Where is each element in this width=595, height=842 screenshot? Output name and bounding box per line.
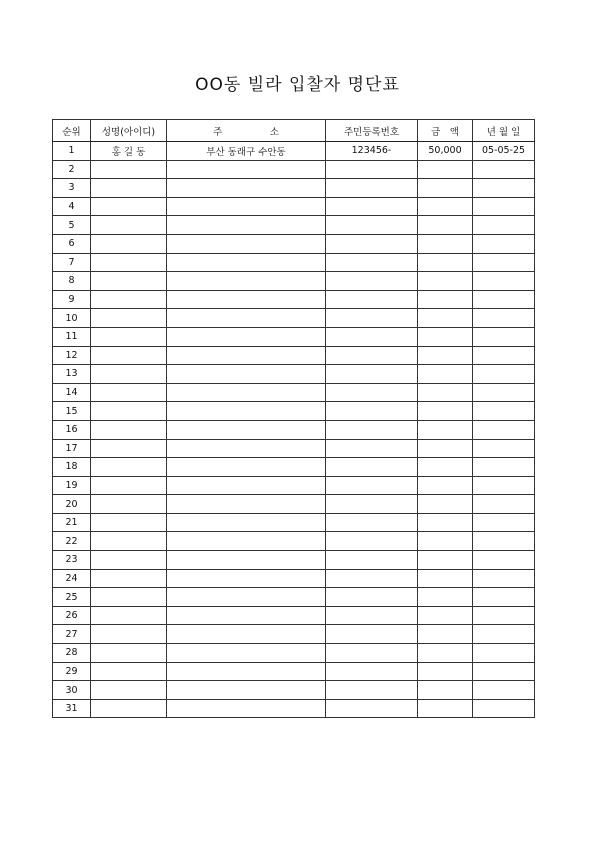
rank-cell: 1: [53, 142, 91, 161]
page-title: OO동 빌라 입찰자 명단표: [195, 75, 400, 95]
address-cell: [167, 681, 326, 700]
address-cell: [167, 458, 326, 477]
address-cell: [167, 662, 326, 681]
amount-cell: [418, 272, 473, 291]
rank-cell: 20: [53, 495, 91, 514]
address-cell: [167, 160, 326, 179]
name-cell: [91, 309, 167, 328]
date-cell: [473, 179, 535, 198]
date-cell: [473, 402, 535, 421]
id-number-cell: 123456-: [326, 142, 418, 161]
amount-cell: [418, 606, 473, 625]
date-cell: [473, 644, 535, 663]
date-cell: [473, 365, 535, 384]
date-cell: [473, 551, 535, 570]
rank-cell: 10: [53, 309, 91, 328]
date-cell: [473, 383, 535, 402]
id-number-cell: [326, 606, 418, 625]
table-row: [53, 290, 535, 309]
table-row: [53, 253, 535, 272]
rank-cell: 8: [53, 272, 91, 291]
name-cell: [91, 606, 167, 625]
table-row: [53, 383, 535, 402]
amount-cell: [418, 495, 473, 514]
address-cell: [167, 439, 326, 458]
rank-cell: 4: [53, 197, 91, 216]
rank-cell: 11: [53, 327, 91, 346]
table-row: [53, 160, 535, 179]
id-number-cell: [326, 569, 418, 588]
rank-cell: 9: [53, 290, 91, 309]
id-number-cell: [326, 495, 418, 514]
name-cell: [91, 662, 167, 681]
name-cell: [91, 234, 167, 253]
rank-cell: 2: [53, 160, 91, 179]
name-cell: 홍 길 동: [91, 142, 167, 161]
amount-cell: [418, 699, 473, 718]
address-cell: [167, 569, 326, 588]
table-row: [53, 681, 535, 700]
address-cell: [167, 383, 326, 402]
name-cell: [91, 458, 167, 477]
rank-cell: 17: [53, 439, 91, 458]
rank-cell: 18: [53, 458, 91, 477]
rank-cell: 15: [53, 402, 91, 421]
address-cell: [167, 179, 326, 198]
header-id-number: 주민등록번호: [326, 120, 418, 142]
rank-cell: 28: [53, 644, 91, 663]
date-cell: [473, 569, 535, 588]
rank-cell: 23: [53, 551, 91, 570]
id-number-cell: [326, 383, 418, 402]
amount-cell: [418, 513, 473, 532]
id-number-cell: [326, 253, 418, 272]
date-cell: [473, 327, 535, 346]
amount-cell: [418, 588, 473, 607]
date-cell: [473, 588, 535, 607]
address-cell: [167, 272, 326, 291]
table-row: [53, 458, 535, 477]
table-row: [53, 513, 535, 532]
amount-cell: [418, 458, 473, 477]
id-number-cell: [326, 272, 418, 291]
table-row: [53, 234, 535, 253]
id-number-cell: [326, 216, 418, 235]
table-row: [53, 346, 535, 365]
date-cell: [473, 681, 535, 700]
table-body: [53, 142, 535, 718]
name-cell: [91, 402, 167, 421]
date-cell: [473, 272, 535, 291]
name-cell: [91, 495, 167, 514]
date-cell: [473, 699, 535, 718]
date-cell: [473, 439, 535, 458]
date-cell: 05-05-25: [473, 142, 535, 161]
rank-cell: 27: [53, 625, 91, 644]
amount-cell: [418, 402, 473, 421]
name-cell: [91, 699, 167, 718]
name-cell: [91, 216, 167, 235]
id-number-cell: [326, 179, 418, 198]
name-cell: [91, 365, 167, 384]
name-cell: [91, 681, 167, 700]
address-cell: [167, 290, 326, 309]
id-number-cell: [326, 160, 418, 179]
rank-cell: 5: [53, 216, 91, 235]
date-cell: [473, 458, 535, 477]
table-row: [53, 327, 535, 346]
address-cell: [167, 253, 326, 272]
address-cell: [167, 644, 326, 663]
date-cell: [473, 290, 535, 309]
address-cell: [167, 699, 326, 718]
amount-cell: [418, 439, 473, 458]
table-row: [53, 662, 535, 681]
header-amount: 금 액: [418, 120, 473, 142]
table-row: [53, 699, 535, 718]
rank-cell: 26: [53, 606, 91, 625]
id-number-cell: [326, 234, 418, 253]
table-row: [53, 644, 535, 663]
amount-cell: [418, 551, 473, 570]
address-cell: [167, 476, 326, 495]
header-row: [53, 120, 535, 142]
amount-cell: [418, 197, 473, 216]
id-number-cell: [326, 699, 418, 718]
address-cell: [167, 532, 326, 551]
table-row: [53, 588, 535, 607]
name-cell: [91, 383, 167, 402]
table-row: [53, 625, 535, 644]
address-cell: [167, 551, 326, 570]
address-cell: [167, 625, 326, 644]
rank-cell: 3: [53, 179, 91, 198]
date-cell: [473, 216, 535, 235]
rank-cell: 30: [53, 681, 91, 700]
id-number-cell: [326, 402, 418, 421]
address-cell: [167, 420, 326, 439]
rank-cell: 13: [53, 365, 91, 384]
address-cell: [167, 309, 326, 328]
name-cell: [91, 327, 167, 346]
address-cell: [167, 513, 326, 532]
table-row: [53, 179, 535, 198]
id-number-cell: [326, 476, 418, 495]
address-cell: [167, 197, 326, 216]
id-number-cell: [326, 365, 418, 384]
name-cell: [91, 588, 167, 607]
id-number-cell: [326, 681, 418, 700]
header-rank: 순위: [53, 120, 91, 142]
name-cell: [91, 625, 167, 644]
name-cell: [91, 420, 167, 439]
date-cell: [473, 253, 535, 272]
table-row: [53, 439, 535, 458]
amount-cell: [418, 532, 473, 551]
name-cell: [91, 569, 167, 588]
name-cell: [91, 551, 167, 570]
name-cell: [91, 644, 167, 663]
id-number-cell: [326, 458, 418, 477]
table-row: [53, 569, 535, 588]
name-cell: [91, 290, 167, 309]
amount-cell: [418, 569, 473, 588]
amount-cell: [418, 160, 473, 179]
amount-cell: [418, 625, 473, 644]
bidder-table: [52, 119, 535, 718]
id-number-cell: [326, 290, 418, 309]
header-date: 년 월 일: [473, 120, 535, 142]
rank-cell: 24: [53, 569, 91, 588]
id-number-cell: [326, 346, 418, 365]
date-cell: [473, 346, 535, 365]
amount-cell: [418, 383, 473, 402]
address-cell: [167, 234, 326, 253]
table-row: [53, 495, 535, 514]
name-cell: [91, 346, 167, 365]
id-number-cell: [326, 588, 418, 607]
table-row: [53, 365, 535, 384]
date-cell: [473, 662, 535, 681]
name-cell: [91, 476, 167, 495]
id-number-cell: [326, 532, 418, 551]
header-address: 주 소: [167, 120, 326, 142]
rank-cell: 22: [53, 532, 91, 551]
name-cell: [91, 532, 167, 551]
name-cell: [91, 179, 167, 198]
amount-cell: [418, 476, 473, 495]
table-row: [53, 551, 535, 570]
rank-cell: 25: [53, 588, 91, 607]
address-cell: [167, 606, 326, 625]
amount-cell: [418, 681, 473, 700]
id-number-cell: [326, 551, 418, 570]
table-row: [53, 197, 535, 216]
date-cell: [473, 625, 535, 644]
amount-cell: [418, 290, 473, 309]
rank-cell: 21: [53, 513, 91, 532]
id-number-cell: [326, 513, 418, 532]
id-number-cell: [326, 644, 418, 663]
date-cell: [473, 420, 535, 439]
rank-cell: 31: [53, 699, 91, 718]
name-cell: [91, 513, 167, 532]
name-cell: [91, 439, 167, 458]
date-cell: [473, 532, 535, 551]
amount-cell: [418, 365, 473, 384]
id-number-cell: [326, 625, 418, 644]
amount-cell: [418, 420, 473, 439]
header-name: 성명(아이디): [91, 120, 167, 142]
amount-cell: 50,000: [418, 142, 473, 161]
id-number-cell: [326, 662, 418, 681]
address-cell: 부산 동래구 수안동: [167, 142, 326, 161]
table-row: [53, 532, 535, 551]
amount-cell: [418, 644, 473, 663]
table-row: [53, 309, 535, 328]
address-cell: [167, 495, 326, 514]
date-cell: [473, 234, 535, 253]
rank-cell: 14: [53, 383, 91, 402]
address-cell: [167, 588, 326, 607]
date-cell: [473, 309, 535, 328]
amount-cell: [418, 662, 473, 681]
rank-cell: 16: [53, 420, 91, 439]
date-cell: [473, 160, 535, 179]
id-number-cell: [326, 327, 418, 346]
name-cell: [91, 253, 167, 272]
date-cell: [473, 513, 535, 532]
table-row: [53, 402, 535, 421]
address-cell: [167, 365, 326, 384]
id-number-cell: [326, 197, 418, 216]
table-row: [53, 142, 535, 161]
table-row: [53, 420, 535, 439]
rank-cell: 6: [53, 234, 91, 253]
amount-cell: [418, 346, 473, 365]
date-cell: [473, 606, 535, 625]
id-number-cell: [326, 420, 418, 439]
amount-cell: [418, 179, 473, 198]
address-cell: [167, 346, 326, 365]
amount-cell: [418, 216, 473, 235]
date-cell: [473, 197, 535, 216]
rank-cell: 12: [53, 346, 91, 365]
name-cell: [91, 160, 167, 179]
address-cell: [167, 216, 326, 235]
amount-cell: [418, 253, 473, 272]
table-row: [53, 476, 535, 495]
date-cell: [473, 495, 535, 514]
name-cell: [91, 197, 167, 216]
address-cell: [167, 327, 326, 346]
rank-cell: 7: [53, 253, 91, 272]
amount-cell: [418, 309, 473, 328]
id-number-cell: [326, 439, 418, 458]
amount-cell: [418, 327, 473, 346]
table-row: [53, 216, 535, 235]
rank-cell: 29: [53, 662, 91, 681]
rank-cell: 19: [53, 476, 91, 495]
id-number-cell: [326, 309, 418, 328]
amount-cell: [418, 234, 473, 253]
name-cell: [91, 272, 167, 291]
address-cell: [167, 402, 326, 421]
date-cell: [473, 476, 535, 495]
table-row: [53, 272, 535, 291]
table-row: [53, 606, 535, 625]
